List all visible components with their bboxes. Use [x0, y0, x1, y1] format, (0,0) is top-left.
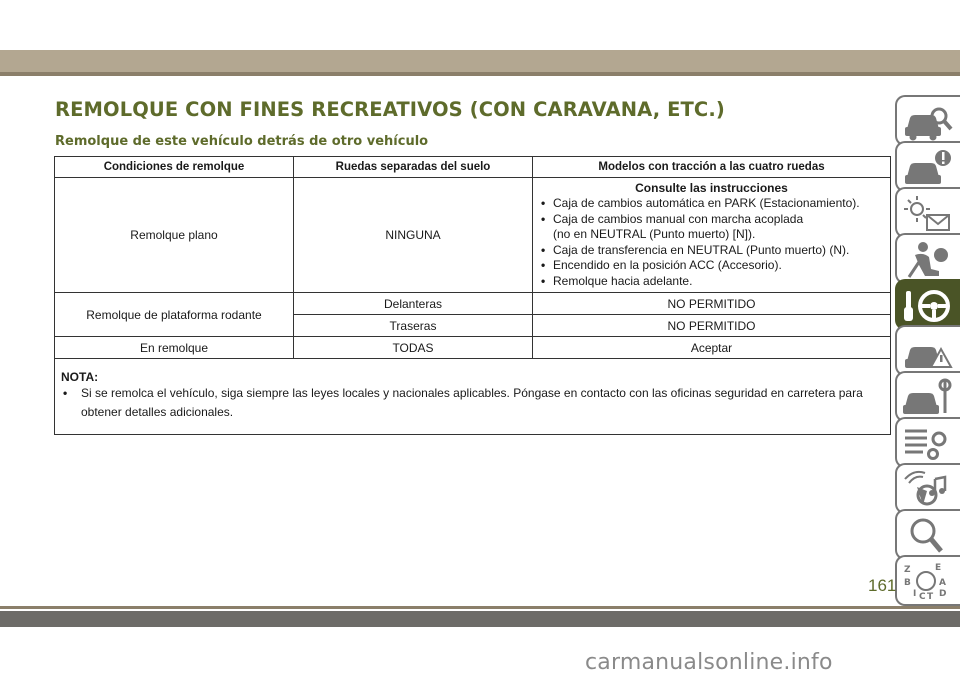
towing-table: [54, 156, 891, 435]
index-icon: [901, 561, 955, 603]
svg-text:T: T: [927, 592, 934, 602]
cell-flat-instructions: [533, 178, 891, 293]
seat-airbag-icon: [901, 239, 955, 281]
tab-car-search[interactable]: [895, 95, 960, 146]
table-row-note: [55, 359, 891, 435]
svg-text:A: A: [939, 578, 946, 588]
tab-specifications[interactable]: [895, 417, 960, 468]
svg-text:B: B: [904, 578, 911, 588]
cell-dolly-front-wheels: Delanteras: [294, 293, 533, 315]
footer-band-line: [0, 606, 960, 609]
watermark: carmanualsonline.info: [585, 650, 833, 675]
cell-dolly-rear-value: NO PERMITIDO: [533, 315, 891, 337]
table-header-row: [55, 157, 891, 178]
tab-roadside-emergency[interactable]: [895, 325, 960, 376]
instructions-list: [539, 196, 884, 289]
instruction-item: • Remolque hacia adelante.: [539, 274, 884, 290]
car-warning-icon: [901, 147, 955, 189]
instruction-item: • Encendido en la posición ACC (Accesorio).: [539, 258, 884, 274]
page-number: 161: [868, 576, 897, 595]
header-4wd-models: Modelos con tracción a las cuatro ruedas: [533, 157, 891, 178]
header-band: [0, 50, 960, 72]
table-row-flat: [55, 178, 891, 293]
note-title: NOTA:: [61, 370, 99, 384]
cell-flat-wheels: NINGUNA: [294, 178, 533, 293]
instruction-item-continued: (no en NEUTRAL (Punto muerto) [N]).: [553, 227, 756, 241]
cell-trailer-value: Aceptar: [533, 337, 891, 359]
header-conditions: Condiciones de remolque: [55, 157, 294, 178]
tab-car-warning[interactable]: [895, 141, 960, 192]
tab-indicator-lights[interactable]: [895, 187, 960, 238]
svg-text:D: D: [939, 589, 947, 599]
footer-band: [0, 611, 960, 627]
cell-dolly-front-value: NO PERMITIDO: [533, 293, 891, 315]
header-band-line: [0, 72, 960, 76]
table-row-dolly-front: [55, 293, 891, 315]
car-maintenance-icon: [901, 377, 955, 419]
instruction-item: • Caja de transferencia en NEUTRAL (Punto muerto) (N).: [539, 243, 884, 259]
svg-text:C: C: [919, 592, 926, 602]
svg-text:I: I: [913, 589, 917, 599]
header-wheels: Ruedas separadas del suelo: [294, 157, 533, 178]
tab-search[interactable]: [895, 509, 960, 560]
instructions-title: Consulte las instrucciones: [635, 181, 788, 195]
car-search-icon: [901, 101, 955, 143]
note-item: • Si se remolca el vehículo, siga siempre las leyes locales y nacionales aplicables. Póngase en contacto con las oficinas seguridad en carretera para obtener detalles adicionales.: [61, 384, 882, 422]
svg-text:E: E: [935, 563, 942, 573]
search-icon: [901, 515, 955, 557]
tab-car-maintenance[interactable]: [895, 371, 960, 422]
cell-flat-condition: Remolque plano: [55, 178, 294, 293]
roadside-emergency-icon: [901, 331, 955, 373]
cell-trailer-condition: En remolque: [55, 337, 294, 359]
indicator-lights-icon: [901, 193, 955, 235]
instruction-item: • Caja de cambios automática en PARK (Estacionamiento).: [539, 196, 884, 212]
instruction-item: • Caja de cambios manual con marcha acoplada: [539, 212, 884, 228]
tab-starting-operating[interactable]: [895, 279, 960, 330]
section-subtitle: Remolque de este vehículo detrás de otro vehículo: [55, 134, 429, 149]
specifications-icon: [901, 423, 955, 465]
cell-dolly-condition: Remolque de plataforma rodante: [55, 293, 294, 337]
cell-trailer-wheels: TODAS: [294, 337, 533, 359]
tab-multimedia[interactable]: [895, 463, 960, 514]
note-cell: [55, 359, 891, 435]
cell-dolly-rear-wheels: Traseras: [294, 315, 533, 337]
multimedia-icon: [901, 469, 955, 511]
tab-seat-airbag[interactable]: [895, 233, 960, 284]
svg-text:Z: Z: [904, 565, 911, 575]
table-row-trailer: [55, 337, 891, 359]
page-title: REMOLQUE CON FINES RECREATIVOS (CON CARAVANA, ETC.): [55, 98, 725, 121]
tab-index[interactable]: [895, 555, 960, 606]
key-steering-wheel-icon: [901, 285, 955, 327]
